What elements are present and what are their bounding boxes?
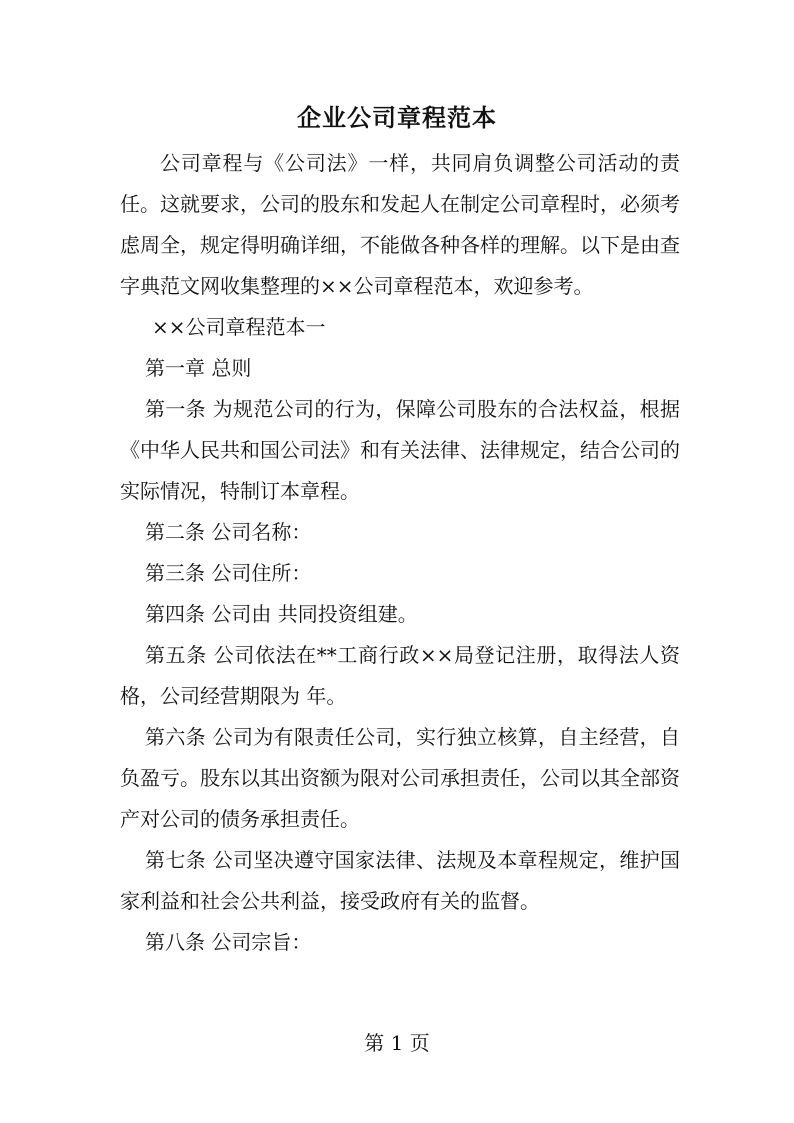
article-3: 第三条 公司住所：	[145, 561, 312, 585]
article-7: 第七条 公司坚决遵守国家法律、法规及本章程规定，维护国家利益和社会公共利益，接受政府有关的监督。	[120, 848, 680, 913]
intro-paragraph: 公司章程与《公司法》一样，共同肩负调整公司活动的责任。这就要求，公司的股东和发起人在制定公司章程时，必须考虑周全，规定得明确详细，不能做各种各样的理解。以下是由查字典范文网收集整理的××公司章程范本，欢迎参考。	[120, 151, 680, 298]
section-heading: ××公司章程范本一	[152, 315, 326, 339]
document-body	[120, 143, 680, 963]
article-2: 第二条 公司名称：	[145, 520, 312, 544]
document-title: 企业公司章程范本	[297, 103, 497, 132]
article-4: 第四条 公司由 共同投资组建。	[145, 602, 418, 626]
page-number: 第 1 页	[364, 1031, 430, 1055]
article-8: 第八条 公司宗旨：	[145, 930, 312, 954]
article-5: 第五条 公司依法在**工商行政××局登记注册，取得法人资格，公司经营期限为 年。	[120, 643, 680, 708]
article-6: 第六条 公司为有限责任公司，实行独立核算，自主经营，自负盈亏。股东以其出资额为限对公司承担责任，公司以其全部资产对公司的债务承担责任。	[120, 725, 680, 831]
chapter-heading: 第一章 总则	[145, 356, 252, 380]
article-1: 第一条 为规范公司的行为，保障公司股东的合法权益，根据《中华人民共和国公司法》和有关法律、法律规定，结合公司的实际情况，特制订本章程。	[120, 397, 680, 503]
